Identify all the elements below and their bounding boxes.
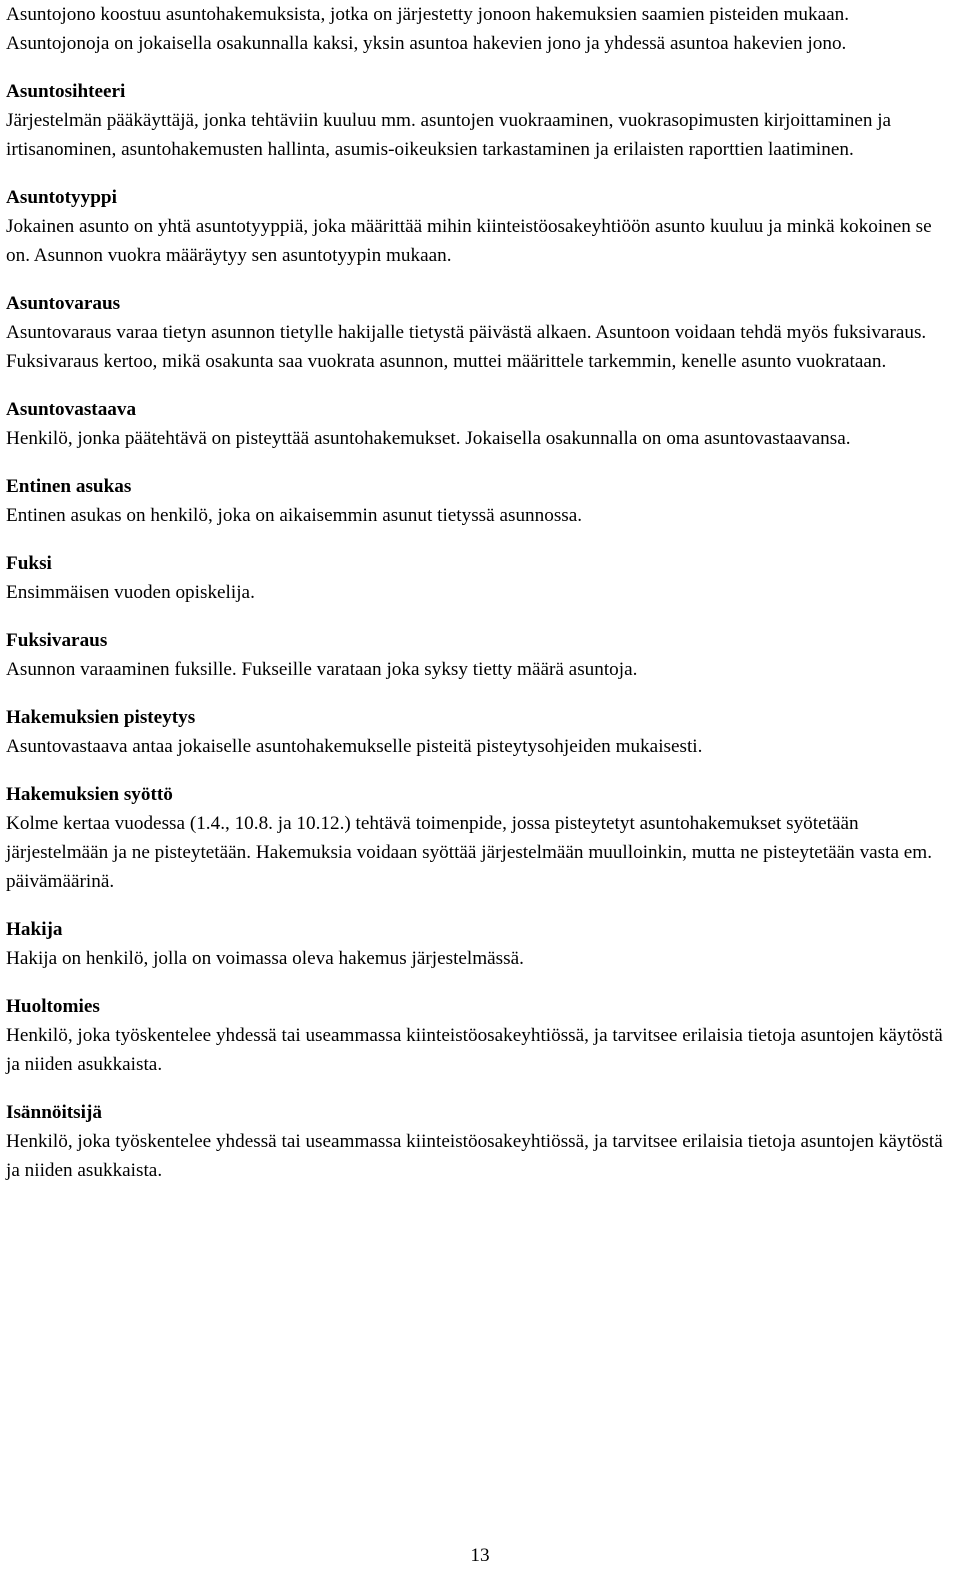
glossary-term: Fuksi bbox=[6, 553, 52, 574]
glossary-term: Hakija bbox=[6, 919, 63, 940]
glossary-entry-entinen-asukas bbox=[6, 472, 954, 530]
glossary-entry-fuksi bbox=[6, 549, 954, 607]
glossary-definition: Hakija on henkilö, jolla on voimassa oleva hakemus järjestelmässä. bbox=[6, 948, 524, 969]
glossary-term: Hakemuksien pisteytys bbox=[6, 707, 196, 728]
document-page bbox=[6, 0, 954, 1204]
glossary-term: Asuntovastaava bbox=[6, 399, 137, 420]
glossary-term: Asuntosihteeri bbox=[6, 81, 126, 102]
glossary-entry-hakemuksien-pisteytys bbox=[6, 703, 954, 761]
glossary-term: Asuntotyyppi bbox=[6, 187, 117, 208]
glossary-definition: Jokainen asunto on yhtä asuntotyyppiä, joka määrittää mihin kiinteistöosakeyhtiöön asunto kuuluu ja minkä kokoinen se on. Asunnon vuokra määräytyy sen asuntotyypin mukaan. bbox=[6, 216, 932, 266]
page-number: 13 bbox=[470, 1545, 490, 1566]
glossary-term: Fuksivaraus bbox=[6, 630, 108, 651]
glossary-definition: Henkilö, joka työskentelee yhdessä tai useammassa kiinteistöosakeyhtiössä, ja tarvitsee erilaisia tietoja asuntojen käytöstä ja niiden asukkaista. bbox=[6, 1025, 943, 1075]
intro-paragraph: Asuntojono koostuu asuntohakemuksista, jotka on järjestetty jonoon hakemuksien saamien pisteiden mukaan. Asuntojonoja on jokaisella osakunnalla kaksi, yksin asuntoa hakevien jono ja yhdessä asuntoa hakevien jono. bbox=[6, 4, 850, 54]
glossary-entry-asuntovaraus bbox=[6, 289, 954, 376]
glossary-entry-fuksivaraus bbox=[6, 626, 954, 684]
glossary-term: Hakemuksien syöttö bbox=[6, 784, 173, 805]
glossary-definition: Entinen asukas on henkilö, joka on aikaisemmin asunut tietyssä asunnossa. bbox=[6, 505, 583, 526]
glossary-term: Asuntovaraus bbox=[6, 293, 121, 314]
glossary-term: Huoltomies bbox=[6, 996, 100, 1017]
glossary-definition: Kolme kertaa vuodessa (1.4., 10.8. ja 10.12.) tehtävä toimenpide, jossa pisteytetyt asuntohakemukset syötetään järjestelmään ja ne pisteytetään. Hakemuksia voidaan syöttää järjestelmään muulloinkin, mutta ne pisteytetään vasta em. päivämäärinä. bbox=[6, 813, 933, 892]
glossary-term: Isännöitsijä bbox=[6, 1102, 102, 1123]
glossary-definition: Henkilö, jonka päätehtävä on pisteyttää asuntohakemukset. Jokaisella osakunnalla on oma asuntovastaavansa. bbox=[6, 428, 851, 449]
glossary-definition: Ensimmäisen vuoden opiskelija. bbox=[6, 582, 255, 603]
glossary-entry-asuntotyyppi bbox=[6, 183, 954, 270]
glossary-entry-hakemuksien-syotto bbox=[6, 780, 954, 896]
glossary-definition: Henkilö, joka työskentelee yhdessä tai useammassa kiinteistöosakeyhtiössä, ja tarvitsee erilaisia tietoja asuntojen käytöstä ja niiden asukkaista. bbox=[6, 1131, 943, 1181]
glossary-entry-asuntosihteeri bbox=[6, 77, 954, 164]
glossary-definition: Järjestelmän pääkäyttäjä, jonka tehtäviin kuuluu mm. asuntojen vuokraaminen, vuokrasopimusten kirjoittaminen ja irtisanominen, asuntohakemusten hallinta, asumis-oikeuksien tarkastaminen ja erilaisten raporttien laatiminen. bbox=[6, 110, 892, 160]
glossary-entry-isannoitsija bbox=[6, 1098, 954, 1185]
glossary-entry-huoltomies bbox=[6, 992, 954, 1079]
glossary-entry-asuntovastaava bbox=[6, 395, 954, 453]
glossary-term: Entinen asukas bbox=[6, 476, 132, 497]
glossary-definition: Asuntovastaava antaa jokaiselle asuntohakemukselle pisteitä pisteytysohjeiden mukaisesti. bbox=[6, 736, 703, 757]
glossary-definition: Asuntovaraus varaa tietyn asunnon tietylle hakijalle tietystä päivästä alkaen. Asuntoon voidaan tehdä myös fuksivaraus. Fuksivaraus kertoo, mikä osakunta saa vuokrata asunnon, muttei määrittele tarkemmin, kenelle asunto vuokrataan. bbox=[6, 322, 927, 372]
glossary-definition: Asunnon varaaminen fuksille. Fukseille varataan joka syksy tietty määrä asuntoja. bbox=[6, 659, 638, 680]
glossary-entry-hakija bbox=[6, 915, 954, 973]
